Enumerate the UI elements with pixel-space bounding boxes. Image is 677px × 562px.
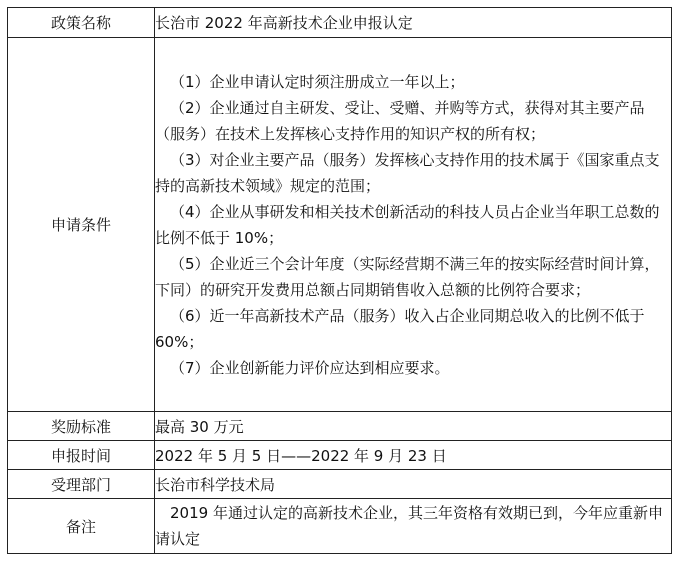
row-policy-name bbox=[8, 8, 672, 38]
remarks-cell bbox=[155, 499, 672, 554]
condition-item: （3）对企业主要产品（服务）发挥核心支持作用的技术属于《国家重点支持的高新技术领域》规定的范围； bbox=[155, 150, 660, 195]
condition-item: （4）企业从事研发和相关技术创新活动的科技人员占企业当年职工总数的比例不低于 10%； bbox=[155, 202, 660, 247]
row-conditions bbox=[8, 38, 672, 412]
policy-table bbox=[7, 7, 672, 554]
policy-name-value: 长治市 2022 年高新技术企业申报认定 bbox=[155, 8, 672, 38]
reward-label: 奖励标准 bbox=[8, 412, 155, 441]
row-department bbox=[8, 470, 672, 499]
conditions-cell bbox=[155, 38, 672, 412]
condition-item: （2）企业通过自主研发、受让、受赠、并购等方式，获得对其主要产品（服务）在技术上发挥核心支持作用的知识产权的所有权； bbox=[155, 98, 645, 143]
condition-item: （7）企业创新能力评价应达到相应要求。 bbox=[170, 358, 450, 377]
conditions-label: 申请条件 bbox=[8, 38, 155, 412]
remarks-value: 2019 年通过认定的高新技术企业，其三年资格有效期已到，今年应重新申请认定 bbox=[155, 504, 663, 548]
department-label: 受理部门 bbox=[8, 470, 155, 499]
row-apply-time bbox=[8, 441, 672, 470]
policy-name-label: 政策名称 bbox=[8, 8, 155, 38]
apply-time-value: 2022 年 5 月 5 日——2022 年 9 月 23 日 bbox=[155, 441, 672, 470]
conditions-list bbox=[155, 67, 671, 383]
condition-item: （6）近一年高新技术产品（服务）收入占企业同期总收入的比例不低于 60%； bbox=[155, 306, 645, 351]
condition-item: （1）企业申请认定时须注册成立一年以上； bbox=[170, 72, 465, 91]
apply-time-label: 申报时间 bbox=[8, 441, 155, 470]
row-reward bbox=[8, 412, 672, 441]
reward-value: 最高 30 万元 bbox=[155, 412, 672, 441]
row-remarks bbox=[8, 499, 672, 554]
condition-item: （5）企业近三个会计年度（实际经营期不满三年的按实际经营时间计算，下同）的研究开发费用总额占同期销售收入总额的比例符合要求； bbox=[155, 254, 660, 299]
department-value: 长治市科学技术局 bbox=[155, 470, 672, 499]
remarks-label: 备注 bbox=[8, 499, 155, 554]
